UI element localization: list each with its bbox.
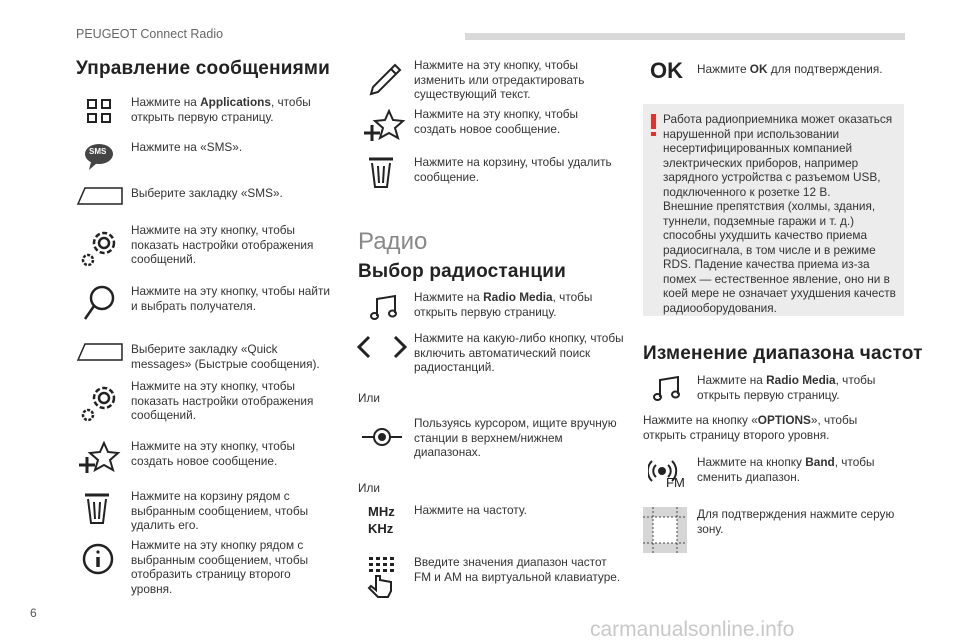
col2-step4-frequency: Нажмите на частоту. xyxy=(414,503,527,517)
col1-step-tab-quick: Выберите закладку «Quick messages» (Быстрые сообщения). xyxy=(131,342,320,371)
col3-step1-radio-media: Нажмите на Radio Media, чтобы открыть первую страницу. xyxy=(697,373,876,402)
search-icon xyxy=(82,284,116,322)
col2-step-new-message: Нажмите на эту кнопку, чтобы создать новое сообщение. xyxy=(414,107,579,136)
settings-icon xyxy=(80,225,122,269)
ok-icon: OK xyxy=(650,58,683,83)
tab-icon xyxy=(77,343,123,361)
new-message-icon xyxy=(364,109,406,143)
heading-station-select: Выбор радиостанции xyxy=(358,261,566,282)
music-note-icon xyxy=(370,294,398,322)
fm-label: FM xyxy=(666,475,685,490)
warning-text: Работа радиоприемника может оказаться нарушенной при использовании несертифицированных компанией электрических приборов, например зарядного устройства с разъемом USB, подключенного к розетке 12 В. Внешние препятствия (холмы, здания, туннели, подземные гаражи и т. д.) способны ухудшить качество приема радиосигнала, в том числе и в режиме RDS. Падение качества приема из-за помех — естественное явление, оно ни в коей мере не означает ухудшения качеств радиооборудования. xyxy=(663,112,896,315)
music-note-icon xyxy=(653,375,681,403)
warning-box xyxy=(643,104,904,316)
grey-zone-icon xyxy=(643,507,687,553)
col1-step-tab-sms: Выберите закладку «SMS». xyxy=(131,186,283,200)
page-number: 6 xyxy=(30,606,37,620)
col2-step5-keyboard: Введите значения диапазон частот FM и АМ на виртуальной клавиатуре. xyxy=(414,555,621,584)
section-title-radio: Радио xyxy=(358,228,428,255)
col2-step3-manual: Пользуясь курсором, ищите вручную станции в верхнем/нижнем диапазонах. xyxy=(414,416,617,459)
col2-or-1: Или xyxy=(358,391,380,405)
col1-step-search: Нажмите на эту кнопку, чтобы найти и выбрать получателя. xyxy=(131,284,330,313)
apps-grid-icon xyxy=(87,99,111,123)
col2-step-edit: Нажмите на эту кнопку, чтобы изменить или отредактировать существующий текст. xyxy=(414,58,585,101)
edit-icon xyxy=(367,62,403,98)
col3-step2-options: Нажмите на кнопку «OPTIONS», чтобы открыть страницу второго уровня. xyxy=(643,413,858,442)
info-icon xyxy=(81,542,115,576)
prev-next-icon xyxy=(357,335,407,359)
khz-label: KHz xyxy=(368,521,394,536)
settings-icon xyxy=(80,380,122,424)
col3-step3-band: Нажмите на кнопку Band, чтобы сменить диапазон. xyxy=(697,455,875,484)
col1-step-settings: Нажмите на эту кнопку, чтобы показать настройки отображения сообщений. xyxy=(131,223,314,266)
document-header: PEUGEOT Connect Radio xyxy=(76,27,224,41)
col1-step-settings-2: Нажмите на эту кнопку, чтобы показать настройки отображения сообщений. xyxy=(131,379,314,422)
sms-icon-label: SMS xyxy=(89,147,107,156)
warning-icon xyxy=(651,114,656,136)
col2-step-trash: Нажмите на корзину, чтобы удалить сообщение. xyxy=(414,155,612,184)
col3-step-ok: Нажмите OK для подтверждения. xyxy=(697,62,883,76)
keypad-icon xyxy=(366,556,400,598)
col1-step-trash: Нажмите на корзину рядом с выбранным сообщением, чтобы удалить его. xyxy=(131,489,309,532)
sms-icon xyxy=(83,142,115,172)
heading-band-change: Изменение диапазона частот xyxy=(643,343,923,364)
col1-step-applications: Нажмите на Applications, чтобы открыть первую страницу. xyxy=(131,95,311,124)
mhz-label: MHz xyxy=(368,504,395,519)
band-fm-icon xyxy=(648,455,688,495)
col1-step-new-message: Нажмите на эту кнопку, чтобы создать новое сообщение. xyxy=(131,439,296,468)
col1-step-sms: Нажмите на «SMS». xyxy=(131,140,243,154)
frequency-icon xyxy=(368,504,402,538)
tab-icon xyxy=(77,187,123,205)
watermark: carmanualsonline.info xyxy=(590,618,795,641)
trash-icon xyxy=(84,493,110,525)
col2-or-2: Или xyxy=(358,481,380,495)
col1-step-info: Нажмите на эту кнопку рядом с выбранным сообщением, чтобы отобразить страницу второго уровня. xyxy=(131,538,309,596)
new-message-icon xyxy=(79,441,121,475)
col2-step2-autosearch: Нажмите на какую-либо кнопку, чтобы включить автоматический поиск радиостанций. xyxy=(414,331,624,374)
cursor-slider-icon xyxy=(362,426,402,448)
col2-step1-radio-media: Нажмите на Radio Media, чтобы открыть первую страницу. xyxy=(414,290,593,319)
header-rule xyxy=(465,33,905,40)
col3-step4-grey-zone: Для подтверждения нажмите серую зону. xyxy=(697,507,895,536)
heading-message-management: Управление сообщениями xyxy=(76,58,331,79)
trash-icon xyxy=(368,157,394,189)
